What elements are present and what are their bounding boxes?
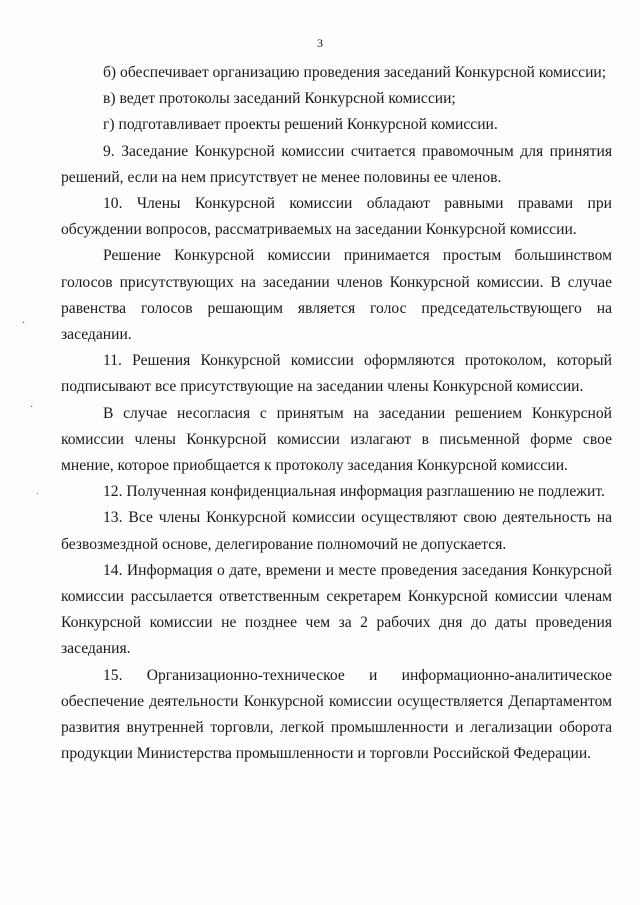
paragraph-9: 9. Заседание Конкурсной комиссии считается правомочным для принятия решений, если на нем присутствует не менее половины ее членов. (61, 142, 612, 186)
paragraph-10: 10. Члены Конкурсной комиссии обладают равными правами при обсуждении вопросов, рассматриваемых на заседании Конкурсной комиссии. (61, 195, 612, 239)
paragraph-v: в) ведет протоколы заседаний Конкурсной комиссии; (103, 90, 456, 108)
paragraph-13: 13. Все члены Конкурсной комиссии осуществляют свою деятельность на безвозмездной основе, делегирование полномочий не допускается. (61, 509, 612, 553)
scan-speck: ˌ (36, 484, 40, 495)
scan-speck: · (30, 402, 34, 413)
paragraph-12: 12. Полученная конфиденциальная информация разглашению не подлежит. (103, 483, 605, 501)
paragraph-disagreement: В случае несогласия с принятым на заседании решением Конкурсной комиссии члены Конкурсной комиссии излагают в письменной форме свое мнение, которое приобщается к протоколу заседания Конкурсной комиссии. (61, 404, 612, 475)
paragraph-15: 15. Организационно-техническое и информационно-аналитическое обеспечение деятельности Конкурсной комиссии осуществляется Департаментом развития внутренней торговли, легкой промышленности и легализации оборота продукции Министерства промышленности и торговли Российской Федерации. (61, 666, 612, 763)
scan-speck: · (22, 318, 26, 329)
paragraph-14: 14. Информация о дате, времени и месте проведения заседания Конкурсной комиссии рассылается ответственным секретарем Конкурсной комиссии членам Конкурсной комиссии не позднее чем за 2 рабочих дня до даты проведения заседания. (61, 561, 612, 658)
page-number: 3 (317, 36, 323, 50)
paragraph-11: 11. Решения Конкурсной комиссии оформляются протоколом, который подписывают все присутствующие на заседании члены Конкурсной комиссии. (61, 352, 612, 396)
paragraph-b: б) обеспечивает организацию проведения заседаний Конкурсной комиссии; (103, 64, 607, 81)
paragraph-decision: Решение Конкурсной комиссии принимается простым большинством голосов присутствующих на заседании членов Конкурсной комиссии. В случае равенства голосов решающим является голос председательствующего на заседании. (61, 247, 612, 344)
document-body (61, 60, 612, 767)
paragraph-g: г) подготавливает проекты решений Конкурсной комиссии. (103, 116, 498, 134)
